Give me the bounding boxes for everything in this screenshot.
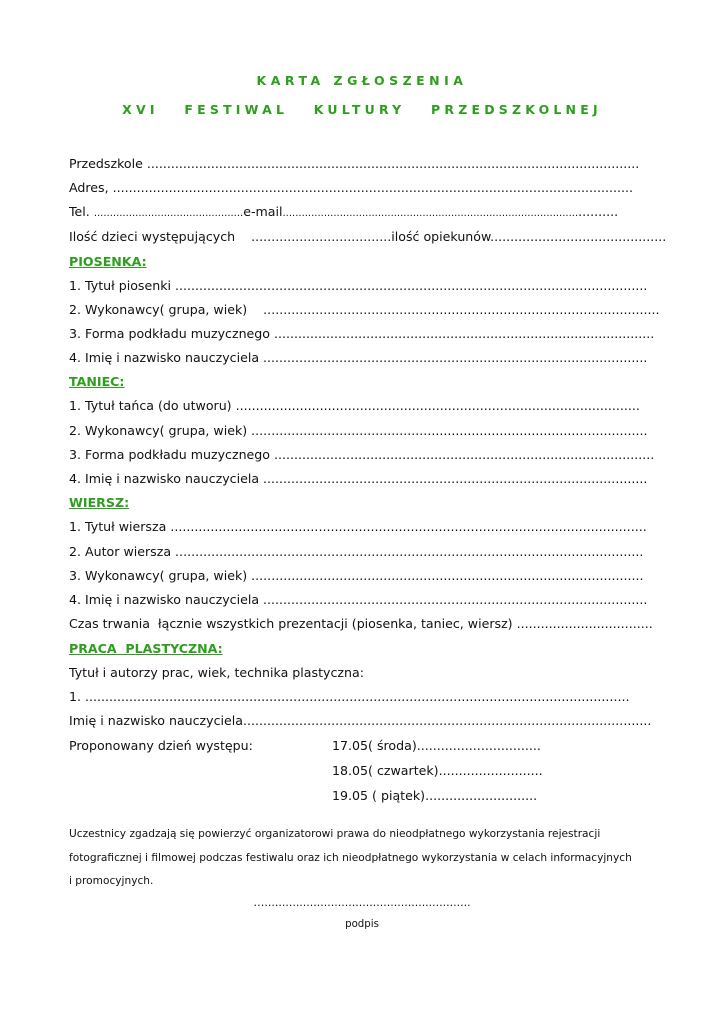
signature-label: podpis (345, 919, 379, 930)
email-dots-tail: .......... (578, 204, 619, 219)
section-song-heading: PIOSENKA: (69, 254, 147, 269)
consent-text-line: fotograficznej i filmowej podczas festiwalu oraz ich nieodpłatnego wykorzystania w celach informacyjnych (69, 852, 632, 864)
field-dance-performers[interactable]: 2. Wykonawcy( grupa, wiek) ................................................................................................... (69, 423, 648, 438)
field-song-backing[interactable]: 3. Forma podkładu muzycznego ............................................................................................... (69, 326, 655, 341)
email-dots: ............................................................................................. (282, 208, 579, 219)
field-poem-teacher[interactable]: 4. Imię i nazwisko nauczyciela ................................................................................................ (69, 592, 648, 607)
field-preschool[interactable]: Przedszkole ........................................................................................................................... (69, 156, 640, 171)
consent-text-line: i promocyjnych. (69, 875, 154, 887)
field-dance-title[interactable]: 1. Tytuł tańca (do utworu) ..................................................................................................... (69, 398, 640, 413)
field-song-performers[interactable]: 2. Wykonawcy( grupa, wiek) ................................................................................................... (69, 302, 660, 317)
section-poem-heading: WIERSZ: (69, 495, 130, 510)
field-total-duration[interactable]: Czas trwania łącznie wszystkich prezentacji (piosenka, taniec, wiersz) .................................. (69, 616, 653, 631)
schedule-day-option[interactable]: 17.05( środa)............................... (332, 738, 541, 753)
field-dance-backing[interactable]: 3. Forma podkładu muzycznego ............................................................................................... (69, 447, 655, 462)
signature-field[interactable]: …........................................................... (253, 896, 471, 909)
field-dance-teacher[interactable]: 4. Imię i nazwisko nauczyciela ................................................................................................ (69, 471, 648, 486)
field-address[interactable]: Adres, .................................................................................................................................. (69, 180, 634, 195)
field-poem-performers[interactable]: 3. Wykonawcy( grupa, wiek) .................................................................................................. (69, 568, 644, 583)
schedule-day-option[interactable]: 19.05 ( piątek)............................ (332, 788, 538, 803)
field-song-title[interactable]: 1. Tytuł piosenki ...................................................................................................................... (69, 278, 648, 293)
section-dance-heading: TANIEC: (69, 374, 125, 389)
section-art-heading: PRACA PLASTYCZNA: (69, 641, 223, 656)
field-art-item-1[interactable]: 1. ........................................................................................................................................ (69, 689, 630, 704)
field-song-teacher[interactable]: 4. Imię i nazwisko nauczyciela ................................................................................................ (69, 350, 648, 365)
field-tel-email[interactable] (69, 202, 618, 222)
tel-label: Tel. (69, 204, 94, 219)
form-subtitle: XVI FESTIWAL KULTURY PRZEDSZKOLNEJ (122, 102, 602, 117)
schedule-label: Proponowany dzień występu: (69, 738, 253, 753)
art-intro: Tytuł i autorzy prac, wiek, technika plastyczna: (69, 665, 364, 680)
field-children-count[interactable]: Ilość dzieci występujących ...................................ilość opiekunów............................................ (69, 229, 667, 244)
schedule-day-option[interactable]: 18.05( czwartek).......................... (332, 763, 543, 778)
field-poem-author[interactable]: 2. Autor wiersza ..................................................................................................................... (69, 544, 644, 559)
email-label: e-mail (243, 204, 283, 219)
consent-text-line: Uczestnicy zgadzają się powierzyć organizatorowi prawa do nieodpłatnego wykorzystania rejestracji (69, 828, 601, 840)
form-title: KARTA ZGŁOSZENIA (256, 73, 468, 88)
field-art-teacher[interactable]: Imię i nazwisko nauczyciela...................................................................................................... (69, 713, 652, 728)
tel-dots: ............................................... (93, 208, 244, 219)
field-poem-title[interactable]: 1. Tytuł wiersza ....................................................................................................................... (69, 519, 647, 534)
